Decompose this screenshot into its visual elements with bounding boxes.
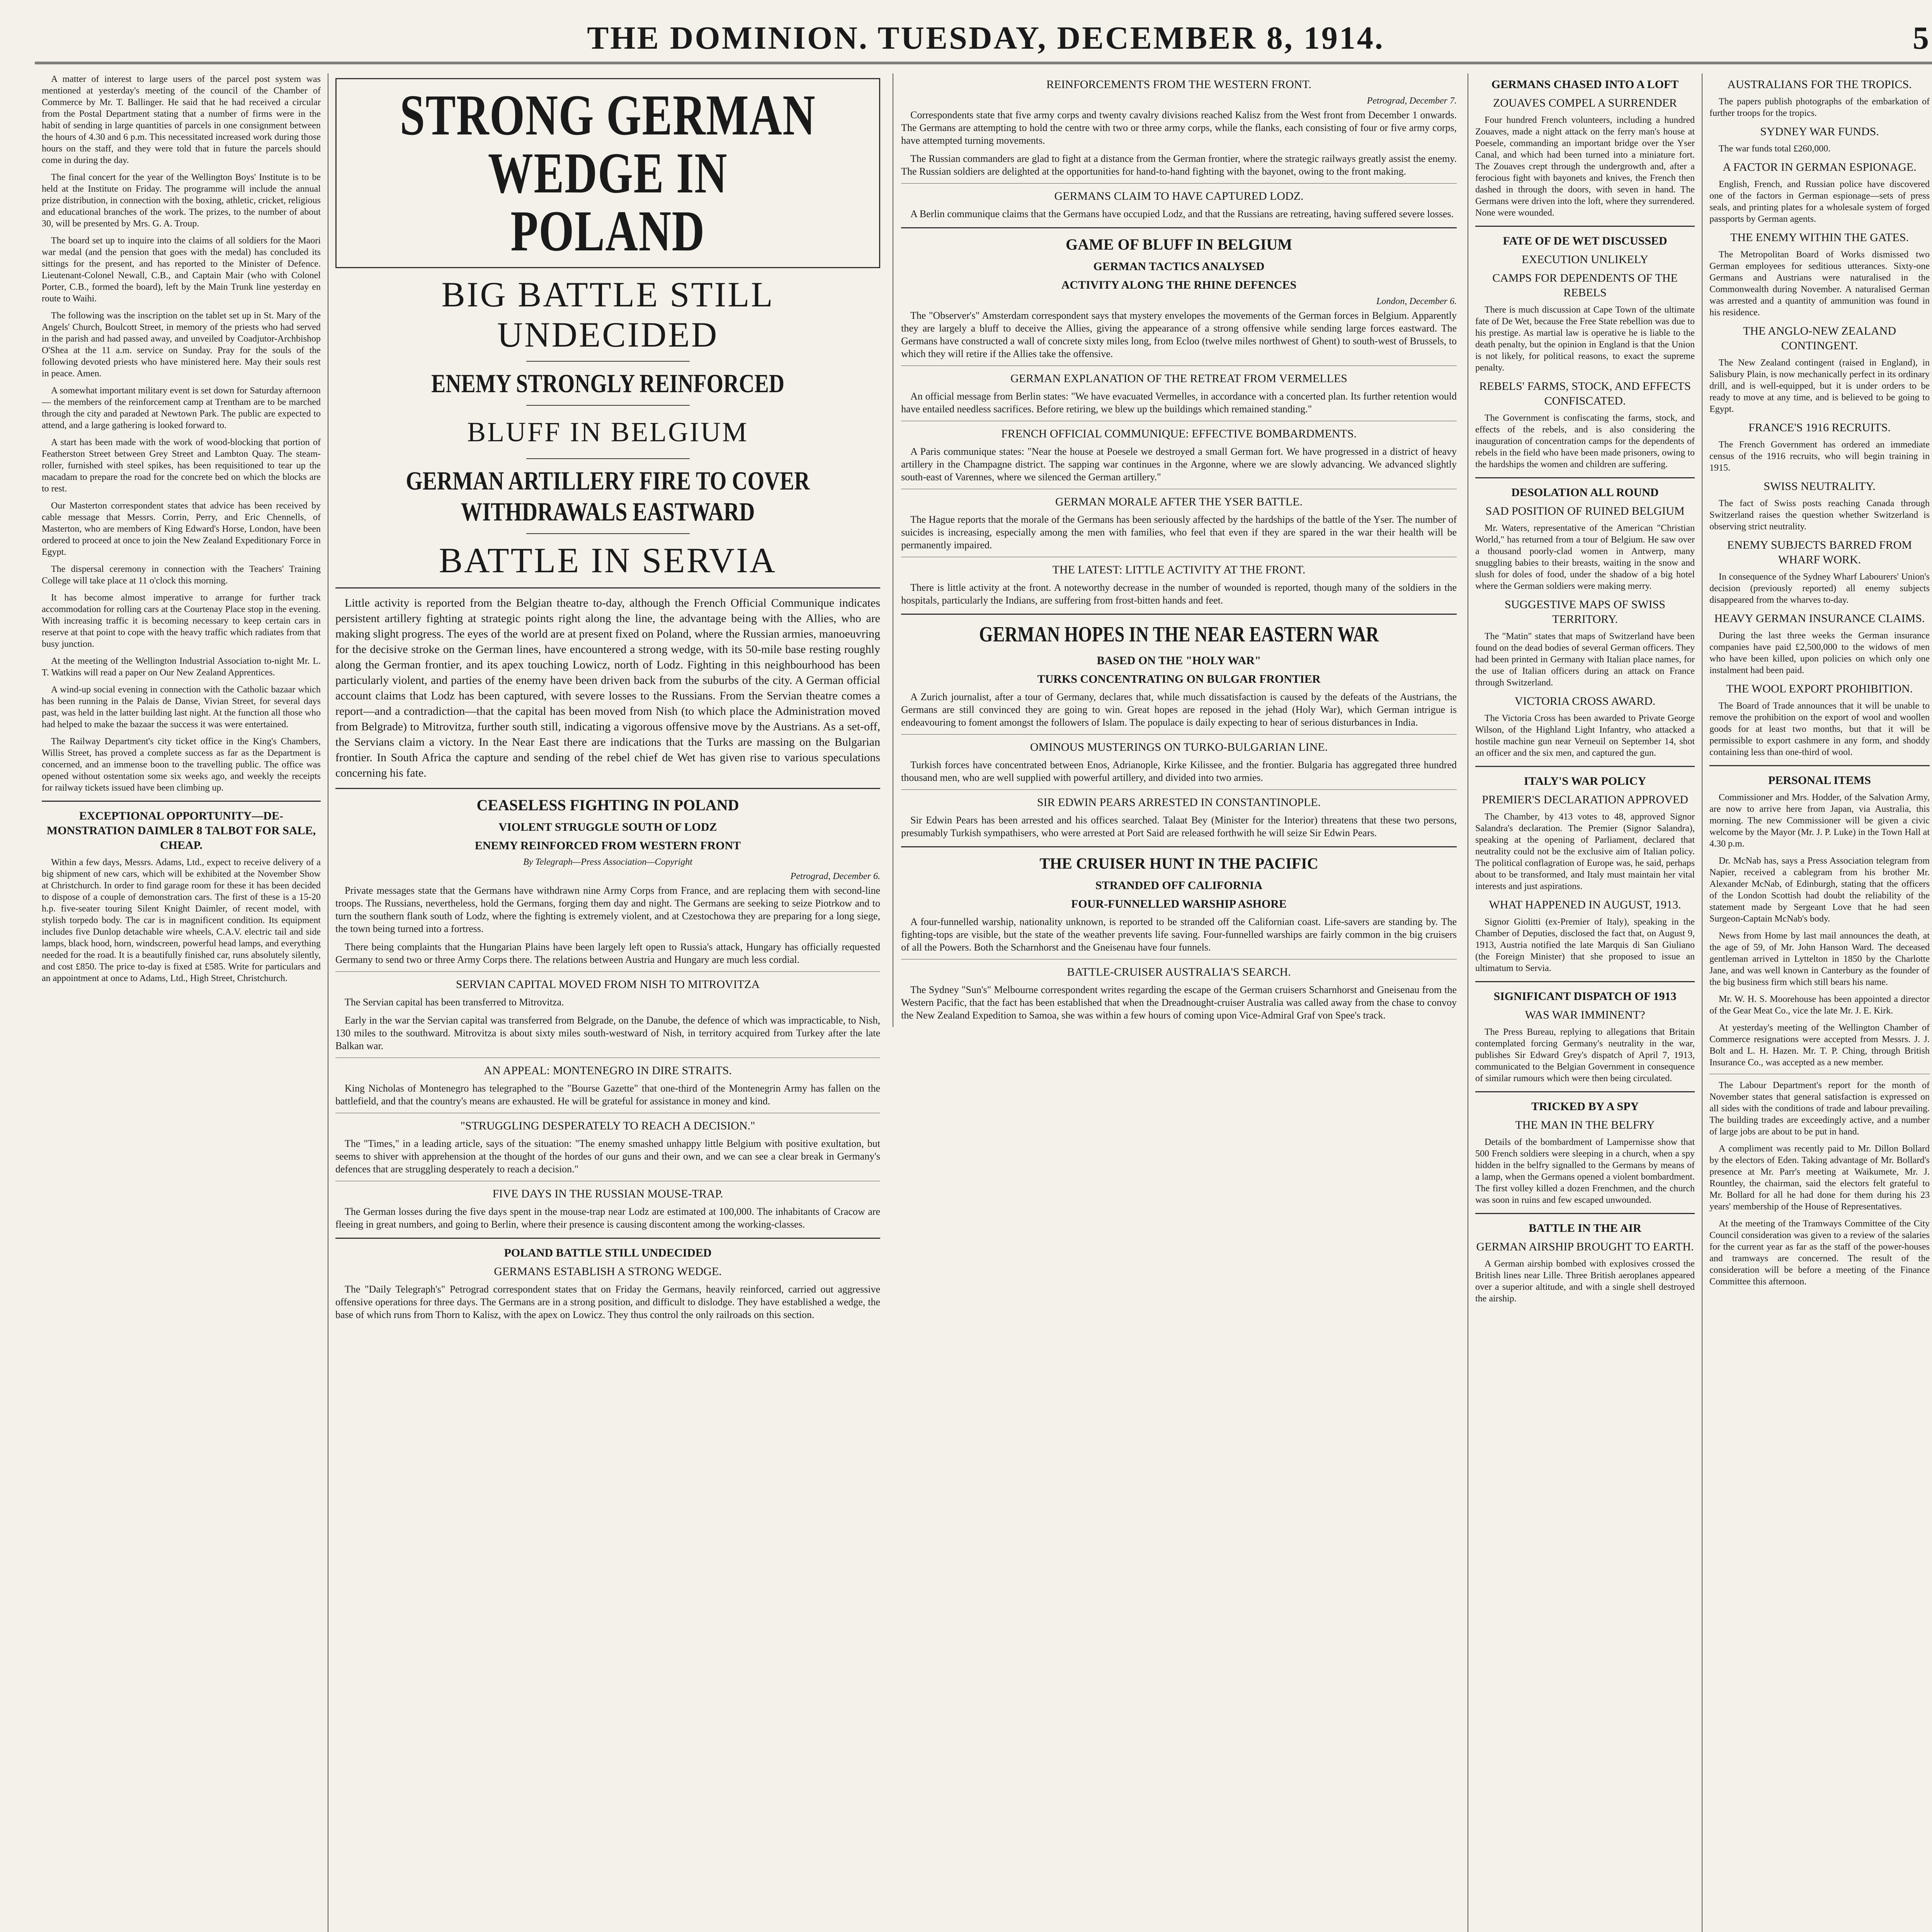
deck-headline: BIG BATTLE STILL UNDECIDED bbox=[441, 275, 774, 354]
divider bbox=[42, 801, 321, 802]
article-headline: POLAND BATTLE STILL UNDECIDED bbox=[504, 1247, 712, 1259]
article-headline: GERMANS CLAIM TO HAVE CAPTURED LODZ. bbox=[1054, 190, 1304, 202]
paragraph: The Servian capital has been transferred to Mitrovitza. bbox=[345, 997, 564, 1008]
right-subcolumn bbox=[893, 73, 1457, 1027]
article-headline: SWISS NEUTRALITY. bbox=[1764, 480, 1876, 493]
article-headline: SYDNEY WAR FUNDS. bbox=[1760, 125, 1879, 138]
paragraph: A Zurich journalist, after a tour of Germany, declares that, while much dissatisfaction is caused by the defeats of the Austrians, the Germans are still convinced they are going to win. Great hopes are reposed in the jehad (Holy War), which German intrigue is endeavouring to foment amongst the followers of Islam. The populace is daily expecting to hear of serious disturbances in India. bbox=[901, 691, 1457, 728]
subheadline: THE MAN IN THE BELFRY bbox=[1515, 1119, 1655, 1131]
deck-headline: BLUFF IN BELGIUM bbox=[467, 417, 749, 447]
article-headline: ITALY'S WAR POLICY bbox=[1524, 775, 1646, 787]
paragraph: At the meeting of the Wellington Industrial Association to-night Mr. L. T. Watkins will read a paper on Our New Zealand Apprentices. bbox=[42, 656, 321, 678]
column-war-briefs bbox=[1468, 73, 1702, 1932]
paragraph: There is much discussion at Cape Town of the ultimate fate of De Wet, because the Free State rebellion was due to his prestige. As martial law is operative he is liable to the death penalty, but the opinion in England is that the Union is not likely, for political reasons, to exact the supreme penalty. bbox=[1475, 305, 1695, 373]
paragraph: A somewhat important military event is set down for Saturday afternoon — the members of the reinforcement camp at Trentham are to be marched through the city and paraded at Newtown Park. The public are expected to attend, and a large gathering is looked forward to. bbox=[42, 386, 321, 430]
paragraph: The Hague reports that the morale of the Germans has been seriously affected by the hardships of the battle of the Yser. The number of suicides is increasing, especially among the men with families, who feel that even if they are spared in the war their health will be permanently impaired. bbox=[901, 514, 1457, 551]
paragraph: Turkish forces have concentrated between Enos, Adrianople, Kirke Kilissee, and the frontier. Bulgaria has aggregated three hundred thousand men, who are well supplied with powerful artillery, and divided into two armies. bbox=[901, 759, 1457, 783]
section-headline: THE CRUISER HUNT IN THE PACIFIC bbox=[1039, 855, 1318, 872]
paragraph: Correspondents state that five army corps and twenty cavalry divisions reached Kalisz from the West front from December 1 onwards. The Germans are attempting to hold the centre with two or three army corps, while the flanks, each consisting of four or five army corps, have attempted turning movements. bbox=[901, 109, 1457, 146]
article-headline: OMINOUS MUSTERINGS ON TURKO-BULGARIAN LINE. bbox=[1030, 741, 1328, 753]
subheadline: WAS WAR IMMINENT? bbox=[1525, 1009, 1645, 1021]
paragraph: Four hundred French volunteers, including a hundred Zouaves, made a night attack on the ferry man's house at Poesele, commanding an important bridge over the Yser Canal, and which had been turned into a miniature fort. The Zouaves crept through the undergrowth and, after a ferocious fight with bayonets and knives, the French then dashed in through the doors, with seven in hand. The Germans were driven into the loft, where they surrendered. None were wounded. bbox=[1475, 115, 1695, 218]
paragraph: Sir Edwin Pears has been arrested and his offices searched. Talaat Bey (Minister for the Interior) threatens that these two persons, presumably Turkish sympathisers, who were arrested at Port Said are released forthwith he will seize Sir Edwin Pears. bbox=[901, 815, 1457, 838]
article-headline: ENEMY SUBJECTS BARRED FROM WHARF WORK. bbox=[1727, 539, 1912, 566]
article-headline: "STRUGGLING DESPERATELY TO REACH A DECISION." bbox=[460, 1119, 755, 1132]
paragraph: The Board of Trade announces that it will be unable to remove the prohibition on the export of wool and woollen goods for at least two months, but that it will be permissible to export cashmere in any form, and shoddy containing less than one-third of wool. bbox=[1709, 701, 1930, 757]
dateline: London, December 6. bbox=[1376, 296, 1457, 306]
paragraph: The war funds total £260,000. bbox=[1719, 144, 1831, 154]
paragraph: At the meeting of the Tramways Committee of the City Council consideration was given to a review of the salaries for the current year as far as the staff of the power-houses and tramways are concerned. The result of the consideration will be before a meeting of the Finance Committee this afternoon. bbox=[1709, 1219, 1930, 1287]
divider bbox=[526, 361, 690, 362]
paragraph: A Paris communique states: "Near the house at Poesele we destroyed a small German fort. We have progressed in a district of heavy artillery in the Champagne district. The sapping war continues in the Argonne, where we are slowly advancing. We advanced slightly south-east of Varennes, where we silenced the German artillery." bbox=[901, 446, 1457, 483]
divider bbox=[526, 458, 690, 459]
divider bbox=[901, 734, 1457, 735]
paragraph: The "Times," in a leading article, says of the situation: "The enemy smashed unhappy little Belgium with positive exultation, but seems to shiver with apprehension at the thought of the hordes of our guns and their own, and we can see a clear break in Germany's defences that are struggling desperately to reach a decision." bbox=[335, 1138, 880, 1175]
paragraph: It has become almost imperative to arrange for further track accommodation for rolling cars at the Courtenay Place stop in the evening. With increasing traffic it is becoming necessary to keep certain cars in reserve at that point to cope with the heavy traffic which radiates from that busy junction. bbox=[42, 593, 321, 649]
paragraph: At yesterday's meeting of the Wellington Chamber of Commerce resignations were accepted from Messrs. J. J. Bolt and L. H. Hazen. Mr. T. P. Ching, through British Insurance Co., was accepted as a new member. bbox=[1709, 1023, 1930, 1068]
article-headline: FRANCE'S 1916 RECRUITS. bbox=[1748, 421, 1891, 434]
article-headline: GERMAN MORALE AFTER THE YSER BATTLE. bbox=[1055, 495, 1303, 508]
paragraph: King Nicholas of Montenegro has telegraphed to the "Bourse Gazette" that one-third of the Montenegrin Army has fallen on the battlefield, and that the country's means are exhausted. He will be grateful for assistance in money and kind. bbox=[335, 1083, 880, 1107]
divider bbox=[1475, 1091, 1695, 1092]
article-headline: VICTORIA CROSS AWARD. bbox=[1514, 695, 1656, 707]
paragraph: The New Zealand contingent (raised in England), in Salisbury Plain, is now mechanically perfect in its ordinary drill, and is well-equipped, but it is under orders to be ready to move at any time, and is believed to be going to Egypt. bbox=[1709, 358, 1930, 414]
paragraph: The Railway Department's city ticket office in the King's Chambers, Willis Street, has proved a complete success as far as the Department is concerned, and an immense boon to the travelling public. The office was opened without ostentation some six weeks ago, and weekly the receipts for railway tickets issued have been climbing up. bbox=[42, 736, 321, 793]
divider bbox=[335, 587, 880, 588]
article-headline: REINFORCEMENTS FROM THE WESTERN FRONT. bbox=[1046, 78, 1311, 91]
article-headline: SUGGESTIVE MAPS OF SWISS TERRITORY. bbox=[1505, 598, 1665, 626]
subheadline: EXECUTION UNLIKELY bbox=[1522, 253, 1648, 266]
paragraph: A matter of interest to large users of the parcel post system was mentioned at yesterday's meeting of the council of the Chamber of Commerce by Mr. T. Ballinger. He said that he had received a circular from the Postal Department stating that a number of firms were in the habit of sending in large quantities of parcels in one consignment between the hours of 4.30 and 6 p.m. This necessitated increased work during those hours on the staff, and they were told that in future the parcels should come in during the day. bbox=[42, 74, 321, 165]
page-number: 5 bbox=[1913, 20, 1929, 56]
article-headline: REBELS' FARMS, STOCK, AND EFFECTS CONFISCATED. bbox=[1479, 380, 1691, 407]
paragraph: A four-funnelled warship, nationality unknown, is reported to be stranded off the Californian coast. Life-savers are standing by. The fighting-tops are visible, but the state of the weather prevents life saving. Four-funnelled warships are fairly common in the big cruisers of all the Powers. Both the Scharnhorst and the Gneisenau have four funnels. bbox=[901, 916, 1457, 953]
paragraph: The Sydney "Sun's" Melbourne correspondent writes regarding the escape of the German cruisers Scharnhorst and Gneisenau from the Western Pacific, that the fact has been established that when the Dreadnought-cruiser Australia was called away from the chase to convoy the New Zealand Expedition to Samoa, she was within a few hours of coming upon Vice-Admiral Graf von Spee's track. bbox=[901, 984, 1457, 1021]
paragraph: The board set up to inquire into the claims of all soldiers for the Maori war medal (and the pension that goes with the medal) has concluded its sittings for the present, and has reported to the Minister of Defence. Lieutenant-Colonel Newall, C.B., and Captain Mair (who with Colonel Porter, C.B., formed the board), left by the Main Trunk line yesterday en route to Waihi. bbox=[42, 236, 321, 304]
paragraph: Early in the war the Servian capital was transferred from Belgrade, on the Danube, the defence of which was impracticable, to Nish, 130 miles to the southward. Mitrovitza is about sixty miles south-westward of Nish, in territory acquired from Turkey after the late Balkan war. bbox=[335, 1015, 880, 1051]
paragraph: The "Daily Telegraph's" Petrograd correspondent states that on Friday the Germans, heavily reinforced, carried out aggressive offensive operations for three days. The Germans are in a strong position, and difficult to dislodge. They have established a wedge, the base of which runs from Thorn to Kalisz, with the apex on Lowicz. They thus control the only railroads on this section. bbox=[335, 1284, 880, 1320]
column-cables bbox=[1702, 73, 1932, 1932]
divider bbox=[526, 533, 690, 534]
paragraph: The Press Bureau, replying to allegations that Britain contemplated forcing Germany's neutrality in the war, publishes Sir Edward Grey's dispatch of April 7, 1913, communicated to the Belgian Government in consequence of similar rumours which were then being circulated. bbox=[1475, 1027, 1695, 1083]
subheadline: STRANDED OFF CALIFORNIA bbox=[1095, 879, 1263, 892]
article-headline: FIVE DAYS IN THE RUSSIAN MOUSE-TRAP. bbox=[492, 1187, 723, 1200]
paragraph: Dr. McNab has, says a Press Association telegram from Napier, received a cablegram from his brother Mr. Alexander McNab, of Edinburgh, stating that the officers of the London Scottish had doubt the reliability of the statement made by Sergeant Love that he had seen Surgeon-Captain McNab's body. bbox=[1709, 856, 1930, 924]
section-headline: GAME OF BLUFF IN BELGIUM bbox=[1066, 236, 1292, 253]
divider bbox=[1475, 477, 1695, 478]
paragraph: During the last three weeks the German insurance companies have paid £2,500,000 to the widows of men who have been killed, upon policies on which only one instalment had been paid. bbox=[1709, 631, 1930, 675]
article-headline: SIGNIFICANT DISPATCH OF 1913 bbox=[1493, 990, 1677, 1003]
subheadline: GERMAN TACTICS ANALYSED bbox=[1093, 260, 1265, 273]
summary-paragraph: Little activity is reported from the Belgian theatre to-day, although the French Official Communique indicates persistent artillery fighting at strategic points right along the line, the advantage being with the Allies, who are making slight progress. The eyes of the world are at present fixed on Poland, where the Russian armies, manoeuvring for the decisive stroke on the German lines, have encountered a strong wedge, with its 50-mile base resting roughly along the German frontier, and its apex touching Lowicz, north of Lodz. Fighting in this neighbourhood has been particularly violent, and parties of the enemy have been driven back from the suburbs of the city. A German official account claims that Lodz has been captured, with severe losses to the Russians. From the Servian theatre comes a report—and a contradiction—that the capital has been moved from Nish (to which place the Administration moved from Belgrade) to Mitrovitza, further south still, indicating a vigorous offensive move by the Austrians. As a set-off, the Servians claim a victory. In the Near East there are indications that the Turks are massing on the Bulgarian frontier. In South Africa the capture and sending of the rebel chief de Wet has given rise to various speculations concerning his fate. bbox=[335, 597, 880, 779]
article-headline: THE LATEST: LITTLE ACTIVITY AT THE FRONT. bbox=[1052, 563, 1306, 576]
divider bbox=[1709, 765, 1930, 766]
article-headline: FATE OF DE WET DISCUSSED bbox=[1503, 235, 1667, 247]
paragraph: Signor Giolitti (ex-Premier of Italy), speaking in the Chamber of Deputies, disclosed the fact that, on August 9, 1913, Austria notified the late Marquis di San Giuliano (the Foreign Minister) that she proposed to issue an ultimatum to Servia. bbox=[1475, 917, 1695, 973]
paragraph: The "Matin" states that maps of Switzerland have been found on the dead bodies of several German officers. They had been printed in Germany with Italian place names, for the use of Italian officers during an attack on France through Switzerland. bbox=[1475, 631, 1695, 688]
paragraph: The Government is confiscating the farms, stock, and effects of the rebels, and is also considering the inauguration of concentration camps for the dependents of rebels in the field who have been made prisoners, owing to the hardships the women and children are suffering. bbox=[1475, 413, 1695, 469]
paragraph: The Metropolitan Board of Works dismissed two German employees for seditious utterances. Sixty-one Germans and Austrians were naturalised in the Commonwealth during November. A naturalised German was arrested and a quantity of ammunition was found in his residence. bbox=[1709, 250, 1930, 318]
paragraph: The fact of Swiss posts reaching Canada through Switzerland raises the question whether Switzerland is observing strict neutrality. bbox=[1709, 498, 1930, 532]
paragraph: The final concert for the year of the Wellington Boys' Institute is to be held at the Institute on Friday. The programme will include the annual prize distribution, in connection with the boxing, athletic, cricket, religious and educational branches of the work. The prizes, to the number of about 30, will be presented by Mrs. G. A. Troup. bbox=[42, 172, 321, 229]
subheadline: CAMPS FOR DEPENDENTS OF THE REBELS bbox=[1492, 272, 1678, 299]
article-headline: AUSTRALIANS FOR THE TROPICS. bbox=[1727, 78, 1912, 91]
subheadline: VIOLENT STRUGGLE SOUTH OF LODZ bbox=[498, 821, 717, 833]
article-headline: DESOLATION ALL ROUND bbox=[1511, 486, 1659, 499]
paragraph: Details of the bombardment of Lampernisse show that 500 French soldiers were sleeping in a church, when a spy hidden in the belfry signalled to the Germans by means of a lamp, when the Germans opened a violent bombardment. The first volley killed a dozen Frenchmen, and the church was soon in ruins and few escaped unwounded. bbox=[1475, 1137, 1695, 1205]
masthead bbox=[35, 15, 1932, 64]
section-headline: GERMAN HOPES IN THE NEAR EASTERN WAR bbox=[979, 622, 1379, 646]
article-headline: A FACTOR IN GERMAN ESPIONAGE. bbox=[1723, 161, 1917, 173]
paragraph: The papers publish photographs of the embarkation of further troops for the tropics. bbox=[1709, 97, 1930, 118]
subheadline: ZOUAVES COMPEL A SURRENDER bbox=[1493, 97, 1677, 109]
newspaper-page bbox=[35, 15, 1932, 1932]
paragraph: In consequence of the Sydney Wharf Labourers' Union's decision (previously reported) all enemy subjects disappeared from the wharves to-day. bbox=[1709, 572, 1930, 605]
paragraph: Commissioner and Mrs. Hodder, of the Salvation Army, are now to arrive here from Japan, via Australia, this morning. The new Commissioner will be given a civic welcome by the Mayor (Mr. J. P. Luke) in the Town Hall at 4.30 p.m. bbox=[1709, 793, 1930, 849]
masthead-title: THE DOMINION. TUESDAY, DECEMBER 8, 1914. bbox=[587, 20, 1384, 56]
divider bbox=[901, 183, 1457, 184]
dateline: Petrograd, December 6. bbox=[790, 871, 880, 881]
article-headline: THE ENEMY WITHIN THE GATES. bbox=[1730, 231, 1909, 244]
paragraph: The Russian commanders are glad to fight at a distance from the German frontier, where the strategic railways greatly assist the enemy. The Russian soldiers are delighted at the opportunities for hand-to-hand fighting with the bayonet, owing to the front making. bbox=[901, 153, 1457, 177]
paragraph: The following was the inscription on the tablet set up in St. Mary of the Angels' Church, Boulcott Street, in memory of the priests who had served in the parish and had passed away, and unveiled by Coadjutor-Archbishop O'Shea at the 11 a.m. service on Sunday. Pray for the souls of the following devoted priests who have ministered here. May their souls rest in peace. Amen. bbox=[42, 311, 321, 379]
article-headline: THE ANGLO-NEW ZEALAND CONTINGENT. bbox=[1743, 325, 1896, 352]
paragraph: A wind-up social evening in connection with the Catholic bazaar which has been running in the Palais de Danse, Vivian Street, for several days past, was held in the latter building last night. At the function all those who had helped to make the bazaar the success it was were entertained. bbox=[42, 685, 321, 730]
credit-line: By Telegraph—Press Association—Copyright bbox=[523, 857, 692, 867]
deck-headline: ENEMY STRONGLY REINFORCED bbox=[431, 369, 784, 398]
paragraph: The Chamber, by 413 votes to 48, approved Signor Salandra's declaration. The Premier (Signor Salandra), speaking at the opening of Parliament, declared that neutrality could not be the exclusive aim of Italian policy. The political conflagration of Europe was, he said, perhaps about to be transformed, and Italy must maintain her vital interests and just aspirations. bbox=[1475, 812, 1695, 891]
section-headline: CEASELESS FIGHTING IN POLAND bbox=[476, 796, 739, 814]
article-headline: GERMANS CHASED INTO A LOFT bbox=[1491, 78, 1679, 91]
paragraph: A compliment was recently paid to Mr. Dillon Bollard by the electors of Eden. Taking advantage of Mr. Bollard's presence at Mr. Parr's meeting at Waikumete, Mr. J. Rountley, the chairman, said the electors felt grateful to Mr. Bollard for all he had done for them during his 23 years' membership of the House of Representatives. bbox=[1709, 1144, 1930, 1212]
article-headline: BATTLE IN THE AIR bbox=[1529, 1222, 1641, 1235]
article-headline: FRENCH OFFICIAL COMMUNIQUE: EFFECTIVE BOMBARDMENTS. bbox=[1001, 427, 1357, 440]
paragraph: The French Government has ordered an immediate census of the 1916 recruits, who will begin training in 1915. bbox=[1709, 440, 1930, 473]
dateline: Petrograd, December 7. bbox=[1367, 96, 1457, 106]
article-headline: SERVIAN CAPITAL MOVED FROM NISH TO MITROVITZA bbox=[456, 978, 760, 991]
paragraph: Mr. Waters, representative of the American "Christian World," has returned from a tour of Belgium. He saw over a thousand poorly-clad women in Antwerp, many snuggling babies to their breasts, waiting in the snow and slush for doles of food, under the shadow of a big hotel where the German soldiers were making merry. bbox=[1475, 523, 1695, 591]
divider bbox=[1475, 226, 1695, 227]
subheadline: ENEMY REINFORCED FROM WESTERN FRONT bbox=[474, 839, 741, 852]
advert-heading: EXCEPTIONAL OPPORTUNITY—DE-MONSTRATION DAIMLER 8 TALBOT FOR SALE, CHEAP. bbox=[46, 810, 316, 852]
divider bbox=[526, 405, 690, 406]
paragraph: There is little activity at the front. A noteworthy decrease in the number of wounded is reported, though many of the soldiers in the hospitals, particularly the Indians, are suffering from frost-bitten hands and feet. bbox=[901, 582, 1457, 606]
paragraph: A Berlin communique claims that the Germans have occupied Lodz, and that the Russians are retreating, having suffered severe losses. bbox=[910, 208, 1454, 219]
deck-headline: GERMAN ARTILLERY FIRE TO COVER WITHDRAWALS EASTWARD bbox=[406, 466, 810, 526]
column-local-news bbox=[35, 73, 328, 1932]
subheadline: SAD POSITION OF RUINED BELGIUM bbox=[1485, 505, 1685, 517]
subheadline: ACTIVITY ALONG THE RHINE DEFENCES bbox=[1061, 279, 1297, 291]
paragraph: The Labour Department's report for the month of November states that general satisfaction is expressed on all sides with the conditions of trade and labour prevailing. The building trades are exceedingly active, and a number of large jobs are about to be put in hand. bbox=[1709, 1080, 1930, 1137]
paragraph: The "Observer's" Amsterdam correspondent says that mystery envelopes the movements of the German forces in Belgium. Apparently they are largely a bluff to deceive the Allies, giving the appearance of a strong offensive while sending large forces eastward. The Germans have constructed a wall of concrete sixty miles long, from Ecloo (twelve miles northwest of Ghent) to south-west of Brussels, to which they will retire if the Allies take the offensive. bbox=[901, 310, 1457, 359]
paragraph: Our Masterton correspondent states that advice has been received by cable message that Messrs. Corrin, Perry, and Eric Chennells, of Masterton, who are members of King Edward's Horse, London, have been ordered to proceed at once to join the New Zealand Expeditionary Force in Egypt. bbox=[42, 501, 321, 557]
divider bbox=[1475, 766, 1695, 767]
article-headline: HEAVY GERMAN INSURANCE CLAIMS. bbox=[1714, 612, 1925, 625]
paragraph: News from Home by last mail announces the death, at the age of 59, of Mr. John Hanson Ward. The deceased gentleman arrived in Lyttelton in 1850 by the Charlotte Jane, and was well known in Canterbury as the founder of the big business firm which still bears his name. bbox=[1709, 931, 1930, 987]
paragraph: Mr. W. H. S. Moorehouse has been appointed a director of the Gear Meat Co., vice the late Mr. J. E. Kirk. bbox=[1709, 994, 1930, 1016]
column-war-news bbox=[328, 73, 1468, 1932]
paragraph: A German airship bombed with explosives crossed the British lines near Lille. Three British aeroplanes appeared over a superior altitude, and with a single shell destroyed the airship. bbox=[1475, 1259, 1695, 1304]
divider bbox=[335, 971, 880, 972]
divider bbox=[335, 788, 880, 789]
lead-headline: STRONG GERMAN WEDGE IN POLAND bbox=[400, 83, 816, 263]
paragraph: The dispersal ceremony in connection with the Teachers' Training College will take place at 11 o'clock this morning. bbox=[42, 564, 321, 586]
divider bbox=[901, 846, 1457, 847]
article-headline: TRICKED BY A SPY bbox=[1531, 1100, 1639, 1113]
subheadline: TURKS CONCENTRATING ON BULGAR FRONTIER bbox=[1037, 673, 1321, 685]
paragraph: There being complaints that the Hungarian Plains have been largely left open to Russia's attack, Hungary has officially requested Germany to send two or three Army Corps there. The relations between Austria and Hungary are much less cordial. bbox=[335, 941, 880, 965]
article-headline: THE WOOL EXPORT PROHIBITION. bbox=[1726, 682, 1913, 695]
subheadline: GERMAN AIRSHIP BROUGHT TO EARTH. bbox=[1476, 1240, 1694, 1253]
divider bbox=[1475, 1213, 1695, 1214]
subheadline: FOUR-FUNNELLED WARSHIP ASHORE bbox=[1071, 898, 1287, 910]
article-headline: BATTLE-CRUISER AUSTRALIA'S SEARCH. bbox=[1067, 966, 1291, 978]
article-headline: WHAT HAPPENED IN AUGUST, 1913. bbox=[1489, 898, 1681, 911]
paragraph: An official message from Berlin states: "We have evacuated Vermelles, in accordance with a concerted plan. Its further retention would have entailed needless sacrifices. Before retiring, we blew up the buildings which remained standing." bbox=[901, 391, 1457, 415]
lead-story bbox=[335, 73, 880, 1327]
article-headline: GERMAN EXPLANATION OF THE RETREAT FROM VERMELLES bbox=[1010, 372, 1347, 385]
paragraph: A start has been made with the work of wood-blocking that portion of Featherston Street between Grey Street and Lambton Quay. The steam-roller, furnished with steel spikes, has been requisitioned to tear up the macadam to prepare the road for the concrete bed on which the blocks are to rest. bbox=[42, 437, 321, 494]
article-headline: SIR EDWIN PEARS ARRESTED IN CONSTANTINOPLE. bbox=[1037, 796, 1321, 809]
paragraph: The Victoria Cross has been awarded to Private George Wilson, of the Highland Light Infantry, who attacked a hostile machine gun near Verneuil on September 14, shot an officer and the six men, and captured the gun. bbox=[1475, 713, 1695, 758]
article-headline: GERMANS ESTABLISH A STRONG WEDGE. bbox=[494, 1265, 722, 1278]
divider bbox=[901, 227, 1457, 228]
section-headline: PERSONAL ITEMS bbox=[1768, 774, 1871, 787]
divider bbox=[1475, 981, 1695, 982]
paragraph: Private messages state that the Germans have withdrawn nine Army Corps from France, and are replacing them with second-line troops. The Russians, nevertheless, hold the Germans, forging them day and night. The Germans are seeking to seize Piotrkow and to turn the southern flank south of Lodz, where the fighting is extremely violent, and at Czestochowa they are preparing for a long siege, the town being turned into a fortress. bbox=[335, 885, 880, 934]
paragraph: English, French, and Russian police have discovered one of the factors in German espionage—sets of press seals, and printing plates for a wholesale system of forged passports by German agents. bbox=[1709, 179, 1930, 224]
divider bbox=[901, 614, 1457, 615]
article-headline: AN APPEAL: MONTENEGRO IN DIRE STRAITS. bbox=[484, 1064, 732, 1077]
divider bbox=[901, 789, 1457, 790]
subheadline: PREMIER'S DECLARATION APPROVED bbox=[1482, 793, 1688, 806]
divider bbox=[335, 1238, 880, 1239]
paragraph: The German losses during the five days spent in the mouse-trap near Lodz are estimated at 100,000. The inhabitants of Cracow are fleeing in great numbers, and going to Berlin, where their presence is causing discontent among the working-classes. bbox=[335, 1206, 880, 1230]
subheadline: BASED ON THE "HOLY WAR" bbox=[1097, 654, 1261, 667]
deck-headline: BATTLE IN SERVIA bbox=[439, 541, 777, 580]
lead-headline-box bbox=[335, 78, 880, 268]
advert-body: Within a few days, Messrs. Adams, Ltd., expect to receive delivery of a big shipment of new cars, which will be exhibited at the November Show at Christchurch. In order to find garage room for these it has been decided to dispose of a couple of demonstration cars. The first of these is a 15-20 h.p. five-seater touring Silent Knight Daimler, of recent model, with stylish torpedo body. The car is in magnificent condition. Its equipment includes five Dunlop detachable wire wheels, C.A.V. electric tail and side lamps, black hood, horn, windscreen, powerful head lamps, and everything needed for the road. It is a beautifully finished car, runs absolutely silently, and cost £850. The price to-day is fixed at £585. Write for particulars and an appointment at once to Adams, Ltd., High Street, Christchurch. bbox=[42, 857, 321, 983]
